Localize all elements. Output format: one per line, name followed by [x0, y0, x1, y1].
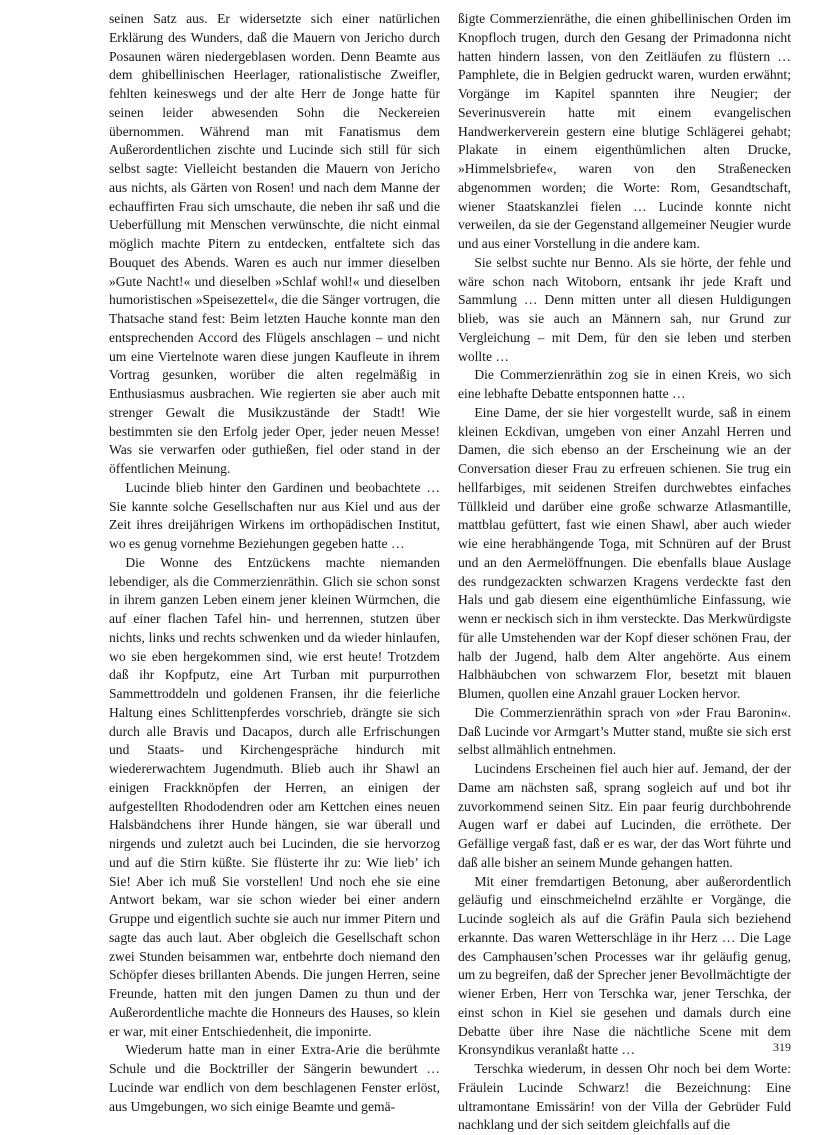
paragraph: Terschka wiederum, in dessen Ohr noch bei dem Worte: Fräulein Lucinde Schwarz! die Bezeichnung: Eine ultramontane Emissärin! von der Villa der Gebrüder Fuld nachklang und der sich seitdem gleichfalls auf die — [458, 1061, 791, 1133]
left-column — [109, 10, 440, 1116]
paragraph: Lucindens Erscheinen fiel auch hier auf. Jemand, der der Dame am nächsten saß, sprang sogleich auf und bot ihr zuvorkommend seinen Sitz. Ein paar feurig durchbohrende Augen warf er dabei auf Lucinden, die erröthete. Der Gefällige vergaß fast, daß er es war, der das Wort führte und daß alle bisher an seinem Munde gehangen hatten. — [458, 761, 791, 870]
paragraph: Die Commerzienräthin sprach von »der Frau Baronin«. Daß Lucinde vor Armgart’s Mutter stand, mußte sie sich erst selbst allmählich entnehmen. — [458, 704, 791, 758]
paragraph: seinen Satz aus. Er widersetzte sich einer natürlichen Erklärung des Wunders, daß die Mauern von Jericho durch Posaunen wären niedergeblasen worden. Denn Beamte aus dem ghibellinischen Heerlager, rationalistische Zweifler, fehlten keineswegs und der alte Herr de Jonge hatte für seinen leider abwesenden Sohn die Neckereien übernommen. Während man mit Fanatismus dem Außerordentlichen zischte und Lucinde sich still für sich selbst sagte: Vielleicht bestanden die Mauern von Jericho aus nichts, als Gärten von Rosen! und nach dem Manne der echauffirten Frau sich umschaute, die neben ihr saß und die Ueberfüllung mit Menschen verwünschte, die nicht einmal möglich machte Pitern zu entdecken, entfaltete sich das Bouquet des Abends. Waren es auch nur immer dieselben »Gute Nacht!« und dieselben »Schlaf wohl!« und dieselben humoristischen »Speisezettel«, die die Sänger vortrugen, die Thatsache stand fest: Beim letzten Hauche konnte man den entsprechenden Accord des Flügels anschlagen – und nicht um eine Viertelnote waren diese jungen Kaufleute in ihrem Vortrag gesunken, worüber die alten regelmäßig in Enthusiasmus ausbrachen. Wie regierten sie aber auch mit strenger Gewalt die Musikzustände der Stadt! Wie bestimmten sie den Erfolg jeder Oper, jeder neuen Messe! Was sie verwarfen oder guthießen, fiel oder stand in der öffentlichen Meinung. — [109, 11, 440, 476]
paragraph: Wiederum hatte man in einer Extra-Arie die berühmte Schule und die Bocktriller der Sängerin bewundert … Lucinde war endlich von dem beschlagenen Fenster erlöst, aus Umgebungen, wo sich einige Beamte und gemä- — [109, 1042, 440, 1114]
paragraph: Mit einer fremdartigen Betonung, aber außerordentlich geläufig und einschmeichelnd erzählte er Vorgänge, die Lucinde sogleich als auf die Gräfin Paula sich beziehend erkannte. Das waren Wetterschläge in ihr Herz … Die Lage des Camphausen’schen Processes war ihr geläufig genug, um zu begreifen, daß der Sprecher jener Bevollmächtigte der wiener Erben, Herr von Terschka war, jener Terschka, der einst schon in Kiel sie gesehen und damals durch eine Debatte über ihre Nase die nächtliche Scene mit dem Kronsyndikus veranlaßt hatte … — [458, 873, 791, 1058]
paragraph: Die Wonne des Entzückens machte niemanden lebendiger, als die Commerzienräthin. Glich sie schon sonst in ihrem ganzen Leben einem jener kleinen Würmchen, die auf einer flachen Tafel hin- und herrennen, stutzen über nichts, links und rechts schwenken und da wieder hinlaufen, wo sie eben hergekommen sind, wie erst heute! Trotzdem daß ihr Kopfputz, eine Art Turban mit purpurrothen Sammettroddeln und goldenen Fransen, ihr die feierliche Haltung eines Schlittenpferdes vorschrieb, drängte sie sich durch alle Bravis und Dacapos, durch alle Erfrischungen und Staats- und Kirchengespräche hindurch mit wiedererwachtem Jugendmuth. Blieb auch ihr Shawl an einigen Frackknöpfen der Herren, an einigen der aufgestellten Rhododendren oder am Kettchen eines neuen Halsbändchens ihrer Hunde hängen, sie war überall und nirgends und zuletzt auch bei Lucinden, die sie hervorzog und auf die Stirn küßte. Sie flüsterte ihr zu: Wie lieb’ ich Sie! Aber ich muß Sie vorstellen! Und noch ehe sie eine Antwort bekam, war sie schon wieder bei einer andern Gruppe und eigentlich suchte sie auch nur immer Pitern und sagte das auch laut. Aber obgleich die Gesellschaft schon zwei Stunden beisammen war, entbehrte doch niemand den Schöpfer dieses brillanten Abends. Die jungen Herren, seine Freunde, hatten mit den jungen Damen zu thun und der Außerordentliche machte die Honneurs des Hauses, so klein er war, mit einer Entschiedenheit, die imponirte. — [109, 554, 440, 1039]
paragraph: Eine Dame, der sie hier vorgestellt wurde, saß in einem kleinen Eckdivan, umgeben von einer Anzahl Herren und Damen, die sich ebenso an der Erscheinung wie an der Conversation dieser Frau zu erfreuen schienen. Sie trug ein hellfarbiges, mit seidenen Streifen durchwebtes einfaches Tüllkleid und darüber eine große schwarze Atlasmantille, mattblau gefüttert, fast wie einen Shawl, aber auch wieder wie eine herabhängende Toga, mit Schnüren auf der Brust und an den Aermelöffnungen. Die ebenfalls blaue Auslage des rundgezackten schwarzen Kragens verdeckte fast den Hals und gab diesem eine eigenthümliche Einfassung, wie wenn er neckisch sich in ihm versteckte. Das Merkwürdigste für alle Umstehenden war der Kopf dieser schönen Frau, der halb der Jugend, halb dem Alter angehörte. Aus einem Halbhäubchen von schwarzem Flor, besetzt mit blauen Blumen, quollen eine Anzahl grauer Locken hervor. — [458, 404, 791, 701]
paragraph: Sie selbst suchte nur Benno. Als sie hörte, der fehle und wäre schon nach Witoborn, entsank ihr jede Kraft und Sammlung … Denn mitten unter all diesen Huldigungen blieb, was sie auch an Männern sah, nur Grund zur Vergleichung – mit Dem, für den sie leben und sterben wollte … — [458, 254, 791, 364]
paragraph: Lucinde blieb hinter den Gardinen und beobachtete … Sie kannte solche Gesellschaften nur aus Kiel und aus der Zeit ihres dreijährigen Wirkens im orthopädischen Institut, wo es genug vornehme Beziehungen gegeben hatte … — [109, 479, 440, 551]
paragraph: ßigte Commerzienräthe, die einen ghibellinischen Orden im Knopfloch trugen, durch den Gesang der Primadonna nicht hatten hindern lassen, von den Zeitläufen zu flüstern … Pamphlete, die in Belgien gedruckt waren, wurden erwähnt; Vorgänge im Kapitel spannten ihre Neugier; der Severinusverein hatte mit einem evangelischen Handwerkerverein gestern eine blutige Schlägerei gehabt; Plakate in einem eigenthümlichen alten Drucke, »Himmelsbriefe«, waren von den Straßenecken abgenommen worden; die Worte: Rom, Gesandtschaft, wiener Staatskanzlei fielen … Lucinde konnte nicht verweilen, da sie der Gegenstand allgemeiner Neugier wurde und aus einer Vorstellung in die andere kam. — [458, 11, 791, 251]
right-column — [458, 10, 791, 1135]
paragraph: Die Commerzienräthin zog sie in einen Kreis, wo sich eine lebhafte Debatte entsponnen hatte … — [458, 367, 791, 401]
page-number: 319 — [773, 1040, 791, 1054]
